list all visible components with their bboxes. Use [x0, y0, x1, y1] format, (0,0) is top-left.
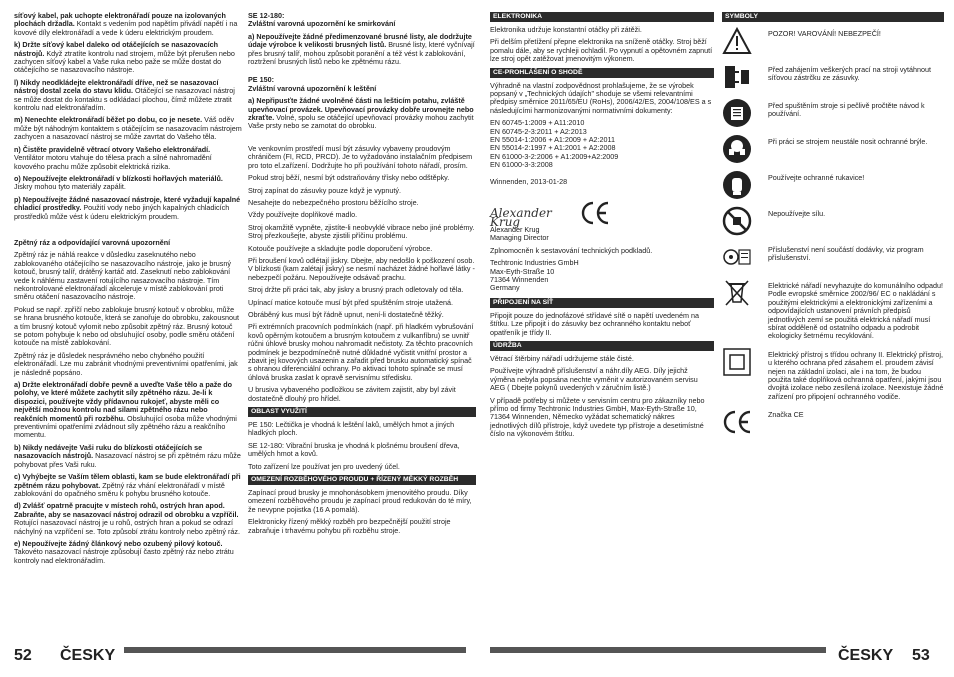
text-bold: k) Držte síťový kabel daleko od otáčejících se nasazovacích nástrojů.: [14, 40, 218, 58]
address-line: Techtronic Industries GmbH: [490, 258, 579, 268]
standard-item: EN 60745-1:2009 + A11:2010: [490, 118, 585, 128]
right-footer: [490, 647, 944, 669]
paragraph: Obráběný kus musí být řádně upnut, není-li dostatečně těžký.: [248, 309, 444, 319]
class-ii-icon: [722, 347, 752, 377]
text: Jiskry mohou tyto materiály zapálit.: [14, 182, 126, 192]
address: [490, 259, 714, 293]
text: Rotující nasazovací nástroj je u rohů, ostrých hran a pokud se odrazí náchylný na vzpříčení se. Toto způsobí ztrátu kontroly nebo zpětný ráz.: [14, 518, 240, 536]
weee-icon: [722, 278, 752, 308]
paragraph: Stroj okamžitě vypněte, zjistíte-li neobvyklé vibrace nebo jiné problémy. Stroj přezkoušejte, abyste zjistili příčinu problému.: [248, 222, 475, 241]
ear-protection-icon: [722, 134, 752, 164]
warning-triangle-icon: [722, 26, 752, 56]
ce-mark-icon: [580, 200, 610, 226]
address-line: Max-Eyth-Straße 10: [490, 266, 555, 276]
accessory-icon: [722, 242, 752, 272]
text: Takovéto nasazovací nástroje způsobují často zpětný ráz nebo ztrátu kontroly nad elektronářadím.: [14, 547, 234, 565]
page-number: 52: [14, 647, 32, 664]
symbol-row: [722, 347, 944, 401]
text-bold: a) Nepřipusťte žádné uvolněné části na lešticím potahu, zvláště upevňovací provázek. Upevňovací provázky dobře urovnejte nebo zkraťte.: [248, 96, 474, 123]
left-footer: [14, 647, 466, 669]
section-header-mains: PŘIPOJENÍ NA SÍŤ: [490, 298, 714, 308]
eye-protection-icon: [722, 98, 752, 128]
symbol-text: Elektrické nářadí nevyhazujte do komunálního odpadu! Podle evropské směrnice 2002/96/ EC o nakládání s použitými elektrickými a elektronickými zařízeními a odpovídajících ustanovení právních předpisů jednotlivých zemí se použitá elektrická nářadí musí sbírat odděleně od ostatního odpadu a podrobit ekologicky šetrnému recyklování.: [768, 281, 944, 341]
date: Winnenden, 2013-01-28: [490, 176, 568, 186]
paragraph: Zplnomocněn k sestavování technických podkladů.: [490, 245, 653, 255]
text: Nasazovací nástroj se při zpětném rázu může pohybovat přes Vaši ruku.: [14, 451, 241, 469]
right-column-2: [722, 12, 944, 443]
left-column-1: [14, 12, 242, 569]
section-subtitle: Zvláštní varovná upozornění k leštění: [248, 83, 377, 93]
symbol-text: POZOR! VAROVÁNÍ! NEBEZPEČÍ!: [768, 29, 881, 38]
section-title: PE 150:: [248, 75, 274, 85]
signer-name: Alexander Krug: [490, 225, 540, 234]
ce-icon: [722, 407, 752, 437]
symbol-text: Příslušenství není součástí dodávky, viz program příslušenství.: [768, 245, 924, 263]
no-force-icon: [722, 206, 752, 236]
text: Zpětný ráz vhání elektronářadí v místě zablokování do opačného směru k pohybu brusného kotouče.: [14, 480, 225, 498]
text-bold: l) Nikdy neodkládejte elektronářadí dříve, než se nasazovací nástroj dostal zcela do stavu klidu.: [14, 77, 219, 96]
symbol-row: [722, 134, 944, 164]
paragraph: Zapínací proud brusky je mnohonásobkem jmenovitého proudu. Díky omezení rozběhového proudu je zapínací proud redukován do té míry, že nevypne pojistka (16 A pomalá).: [248, 488, 472, 514]
symbol-row: [722, 278, 944, 341]
right-column-1: [490, 12, 714, 443]
section-heading: Zpětný ráz a odpovídající varovná upozornění: [14, 237, 171, 247]
text: Použití vody nebo jiných kapalných chladicích prostředků může vést k úderu elektrickým proudem.: [14, 203, 230, 221]
text-bold: b) Nikdy nedávejte Vaši ruku do blízkosti otáčejících se nasazovacích nástrojů.: [14, 442, 203, 461]
text-bold: síťový kabel, pak uchopte elektronářadí pouze na izolovaných plochách držadla.: [14, 11, 226, 29]
paragraph: Pokud se např. zpříčí nebo zablokuje brusný kotouč v obrobku, může se hrana brusného kotouče, která se zanořuje do obrobku, zakousnout a tím brusný kotouč vylomit nebo způsobit zpětný ráz. Brusný kotouč se potom pohybuje k nebo od obsluhující osoby, podle směru otáčení kotouče na místě zablokování.: [14, 304, 239, 348]
text-bold: a) Nepoužívejte žádné předimenzované brusné listy, ale dodržujte údaje výrobce k velikosti brusných listů.: [248, 31, 472, 50]
paragraph: Elektronika udržuje konstantní otáčky při zátěži.: [490, 25, 642, 34]
signature: Alexander Krug: [490, 206, 552, 229]
language-label: ČESKY: [60, 647, 116, 664]
symbol-text: Značka CE: [768, 410, 804, 420]
text-bold: c) Vyhýbejte se Vaším tělem oblasti, kam se bude elektronářadí při zpětném rázu pohybovat.: [14, 472, 241, 490]
symbol-row: [722, 98, 944, 128]
unplug-icon: [722, 62, 752, 92]
symbol-text: Před spuštěním stroje si pečlivě pročtěte návod k používání.: [768, 101, 925, 119]
text: Váš oděv může být náhodným kontaktem s otáčejícím se nasazovacím nástrojem zachycen a nasazovací nástroj se může zavrtat do Vašeho těla.: [14, 115, 242, 142]
symbol-row: [722, 206, 944, 236]
symbol-row: [722, 62, 944, 92]
paragraph: U brusiva vybaveného podložkou se závitem zajistit, aby byl závit dostatečně dlouhý pro hřídel.: [248, 385, 456, 403]
symbol-text: Při práci se strojem neustále nosit ochranné brýle.: [768, 137, 928, 146]
text: Ventilátor motoru vtahuje do tělesa prach a silné nahromadění kovového prachu může způsobit elektrická rizika.: [14, 153, 212, 171]
paragraph: Výhradně na vlastní zodpovědnost prohlašujeme, že se výrobek popsaný v „Technických údajích" shoduje se všemi relevantními předpisy směrnice 2011/65/EU (RoHs), 2006/42/ES, 2004/108/ES a s následujícími harmonizovanými normativními dokumenty:: [490, 80, 712, 115]
footer-bar: [124, 647, 466, 653]
paragraph: Ve venkovním prostředí musí být zásuvky vybaveny proudovým chráničem (FI, RCD, PRCD). Je to vyžadováno instalačním předpisem pro toto el.zařízení. Dodržujte ho při používání tohoto nářadí, prosím.: [248, 143, 473, 170]
paragraph: Zpětný ráz je náhlá reakce v důsledku zaseknutého nebo zablokovaného otáčejícího se nasazovacího nástroje, jako je brusný kotouč, brusný talíř, drátěný kartáč atd. Zaseknutí nebo zablokování vede k náhlému zastavení rotujícího nasazovacího nástroje. Tím nekontrolované elektronářadí akceleruje v místě zablokování proti směru otáčení nasazovacího nástroje.: [14, 250, 231, 302]
symbol-row: [722, 170, 944, 200]
standard-item: EN 55014-2:1997 + A1:2001 + A2:2008: [490, 143, 616, 153]
text-bold: m) Nenechte elektronářadí běžet po dobu, co je nesete.: [14, 115, 203, 125]
paragraph: Nesahejte do nebezpečného prostoru běžícího stroje.: [248, 197, 419, 207]
symbol-text: Nepoužívejte sílu.: [768, 209, 826, 218]
paragraph: Pokud stroj běží, nesmí být odstraňovány třísky nebo odštěpky.: [248, 173, 450, 183]
section-header-declaration: CE-PROHLÁŠENÍ O SHODĚ: [490, 68, 714, 78]
paragraph: V případě potřeby si můžete v servisním centru pro zákazníky nebo přímo od firmy Techtronic Industries GmbH, Max-Eyth-Straße 10, 71364 Winnenden, Německo vyžádat schematický nákres jednotlivých dílů přístroje, když uvedete typ přístroje a desetimístné číslo na výkonovém štítku.: [490, 395, 705, 439]
address-line: Germany: [490, 283, 520, 293]
standard-item: EN 61000-3-3:2008: [490, 160, 553, 170]
section-header-maintenance: ÚDRŽBA: [490, 341, 714, 351]
gloves-icon: [722, 170, 752, 200]
paragraph: Stroj držte při práci tak, aby jiskry a brusný prach odletovaly od těla.: [248, 285, 464, 295]
paragraph: PE 150: Lečtička je vhodná k leštění laků, umělých hmot a jiných hladkých ploch.: [248, 420, 455, 438]
text: Kontakt s vedením pod napětím přivádí napětí i na kovové díly elektronářadí a vede k úderu elektrickým proudem.: [14, 19, 238, 37]
paragraph: Používejte výhradně příslušenství a náhr.díly AEG. Díly jejichž výměna nebyla popsána nechte vyměnit v autorizovaném servisu AEG ( Dbejte pokynů uvedených v záručním listě.): [490, 366, 698, 393]
section-header-electronics: ELEKTRONIKA: [490, 12, 714, 22]
section-header-symbols: SYMBOLY: [722, 12, 944, 22]
text-bold: e) Nepoužívejte žádný článkový nebo ozubený pilový kotouč.: [14, 538, 223, 548]
footer-bar: [490, 647, 826, 653]
standard-item: EN 55014-1:2006 + A1:2009 + A2:2011: [490, 135, 615, 145]
paragraph: Kotouče používejte a skladujte podle doporučení výrobce.: [248, 243, 433, 253]
paragraph: Stroj zapínat do zásuvky pouze když je vypnutý.: [248, 185, 402, 195]
paragraph: Větrací štěrbiny nářadí udržujeme stále čisté.: [490, 353, 634, 363]
section-title: SE 12-180:: [248, 11, 285, 20]
text-bold: o) Nepoužívejte elektronářadí v blízkosti hořlavých materiálů.: [14, 173, 223, 183]
page-number: 53: [912, 647, 930, 664]
paragraph: SE 12-180: Vibrační bruska je vhodná k plošnému broušení dřeva, umělých hmot a kovů.: [248, 440, 460, 459]
symbol-row: [722, 26, 944, 56]
text: Volné, spolu se otáčející upevňovací provázky mohou zachytit Vaše prsty nebo se zamotat do obrobku.: [248, 113, 474, 131]
symbol-row: [722, 407, 944, 437]
left-column-2: [248, 12, 476, 539]
section-subtitle: Zvláštní varovná upozornění ke smirkování: [248, 19, 396, 29]
paragraph: Připojit pouze do jednofázové střídavé sítě o napětí uvedeném na štítku. Lze připojit i do zásuvky bez ochranného kontaktu neboť opatřeník je třídy II.: [490, 310, 699, 337]
section-header-soft-start: OMEZENÍ ROZBĚHOVÉHO PROUDU + ŘÍZENÝ MĚKKÝ ROZBĚH: [248, 475, 476, 485]
paragraph: Toto zařízení lze používat jen pro uvedený účel.: [248, 461, 400, 471]
standard-item: EN 61000-3-2:2006 + A1:2009+A2:2009: [490, 151, 619, 161]
symbol-text: Elektrický přístroj s třídou ochrany II. Elektrický přístroj, u kterého ochrana před zásahem el. proudem závisí nejen na základní izolaci, ale i na tom, že budou použita také doplňková ochranná opatření, jakými jsou dvojitá izolace nebo zesílená izolace. Neexistuje žádné zařízení pro připojení ochranného vodiče.: [768, 349, 944, 401]
address-line: 71364 Winnenden: [490, 274, 549, 284]
paragraph: Při broušení kovů odlétají jiskry. Dbejte, aby nedošlo k poškození osob. V blízkosti (kam zalétají jiskry) se nesmí nacházet žádné hořlavé látky - nebezpečí požáru. Nepoužívejte odsávač prachu.: [248, 255, 475, 282]
symbol-row: [722, 242, 944, 272]
text-bold: a) Držte elektronářadí dobře pevně a uveďte Vaše tělo a paže do polohy, ve které můžete zachytit síly zpětného rázu. Je-li k dispozici, používejte vždy přídavnou rukojeť, abyste měli co největší možnou kontrolu nad silami zpětného rázu nebo reakčních momentů při rozběhu.: [14, 380, 233, 423]
symbol-text: Používejte ochranné rukavice!: [768, 173, 865, 182]
standard-item: EN 60745-2-3:2011 + A2:2013: [490, 126, 587, 136]
text: Když ztratíte kontrolu nad strojem, může být přerušen nebo zachycen síťový kabel a Vaše ruka nebo paže se může dostat do otáčejícího se nasazovacího nástroje.: [14, 48, 235, 75]
text: Otáčející se nasazovací nástroj se může dostat do kontaktu s odkládací plochou, čímž můžete ztratit kontrolu nad elektronářadím.: [14, 86, 235, 113]
text: Brusné listy, které vyčnívají přes brusný talíř, mohou způsobit poranění a též vést k zablokování, roztržení brusných listů nebo ke zpětnému rázu.: [248, 40, 475, 67]
paragraph: Elektronicky řízený měkký rozběh pro bezpečnější použití stroje zabraňuje i trhavému pohybu při rozběhu stroje.: [248, 517, 451, 535]
text: Obsluhující osoba může vhodnými preventivními opatřeními zvládnout síly zpětného rázu a reakčního momentu.: [14, 413, 237, 440]
text-bold: p) Nepoužívejte žádné nasazovací nástroje, které vyžadují kapalné chladicí prostředky.: [14, 194, 241, 213]
paragraph: Při delším přetížení přepne elektronika na sníženě otáčky. Stroj běží pomalu dále, aby se rychleji ochladil. Po vypnutí a opětovném zapnutí lze stroj opět zatěžovat jmenovitým výkonem.: [490, 37, 713, 64]
paragraph: Vždy používejte doplňkové madlo.: [248, 210, 358, 220]
paragraph: Upínací matice kotouče musí být před spuštěním stroje utažená.: [248, 297, 453, 307]
paragraph: Při extrémních pracovních podmínkách (např. při hladkém vybrušování kovů opěrným kotoučem a brusným kotoučem z vulkanfíbru) se uvnitř rúčni úhlové brusky mohou nahromadit nečistoty. Za těchto pracovních podmínek je bezpodmínečně nutné důkladné vyčistit vnitřní prostor a zbavit jej kovových usazenin a zařadit před brusku automatický spínač s ohranou diferenciální ochrany. Po aktivaci tohoto spínače se musí úhlová bruska zaslat k opravě servisnímu středisku.: [248, 322, 474, 382]
text-bold: d) Zvlášť opatrně pracujte v místech rohů, ostrých hran apod. Zabraňte, aby se nasazovací nástroj odrazil od obrobku a vzpříčil.: [14, 501, 239, 519]
standards-list: [490, 119, 714, 169]
language-label: ČESKY: [838, 647, 894, 664]
paragraph: Zpětný ráz je důsledek nesprávného nebo chybného použití elektronářadí. Lze mu zabránit vhodnými preventivními opatřeními, jak je následně popsáno.: [14, 350, 238, 377]
text-bold: n) Čistěte pravidelně větrací otvory Vašeho elektronářadí.: [14, 144, 211, 154]
signer-role: Managing Director: [490, 233, 549, 243]
symbol-text: Před zahájením veškerých prací na stroji vytáhnout síťovou zástrčku ze zásuvky.: [768, 65, 931, 83]
section-header-use: OBLAST VYUŽITÍ: [248, 407, 476, 417]
